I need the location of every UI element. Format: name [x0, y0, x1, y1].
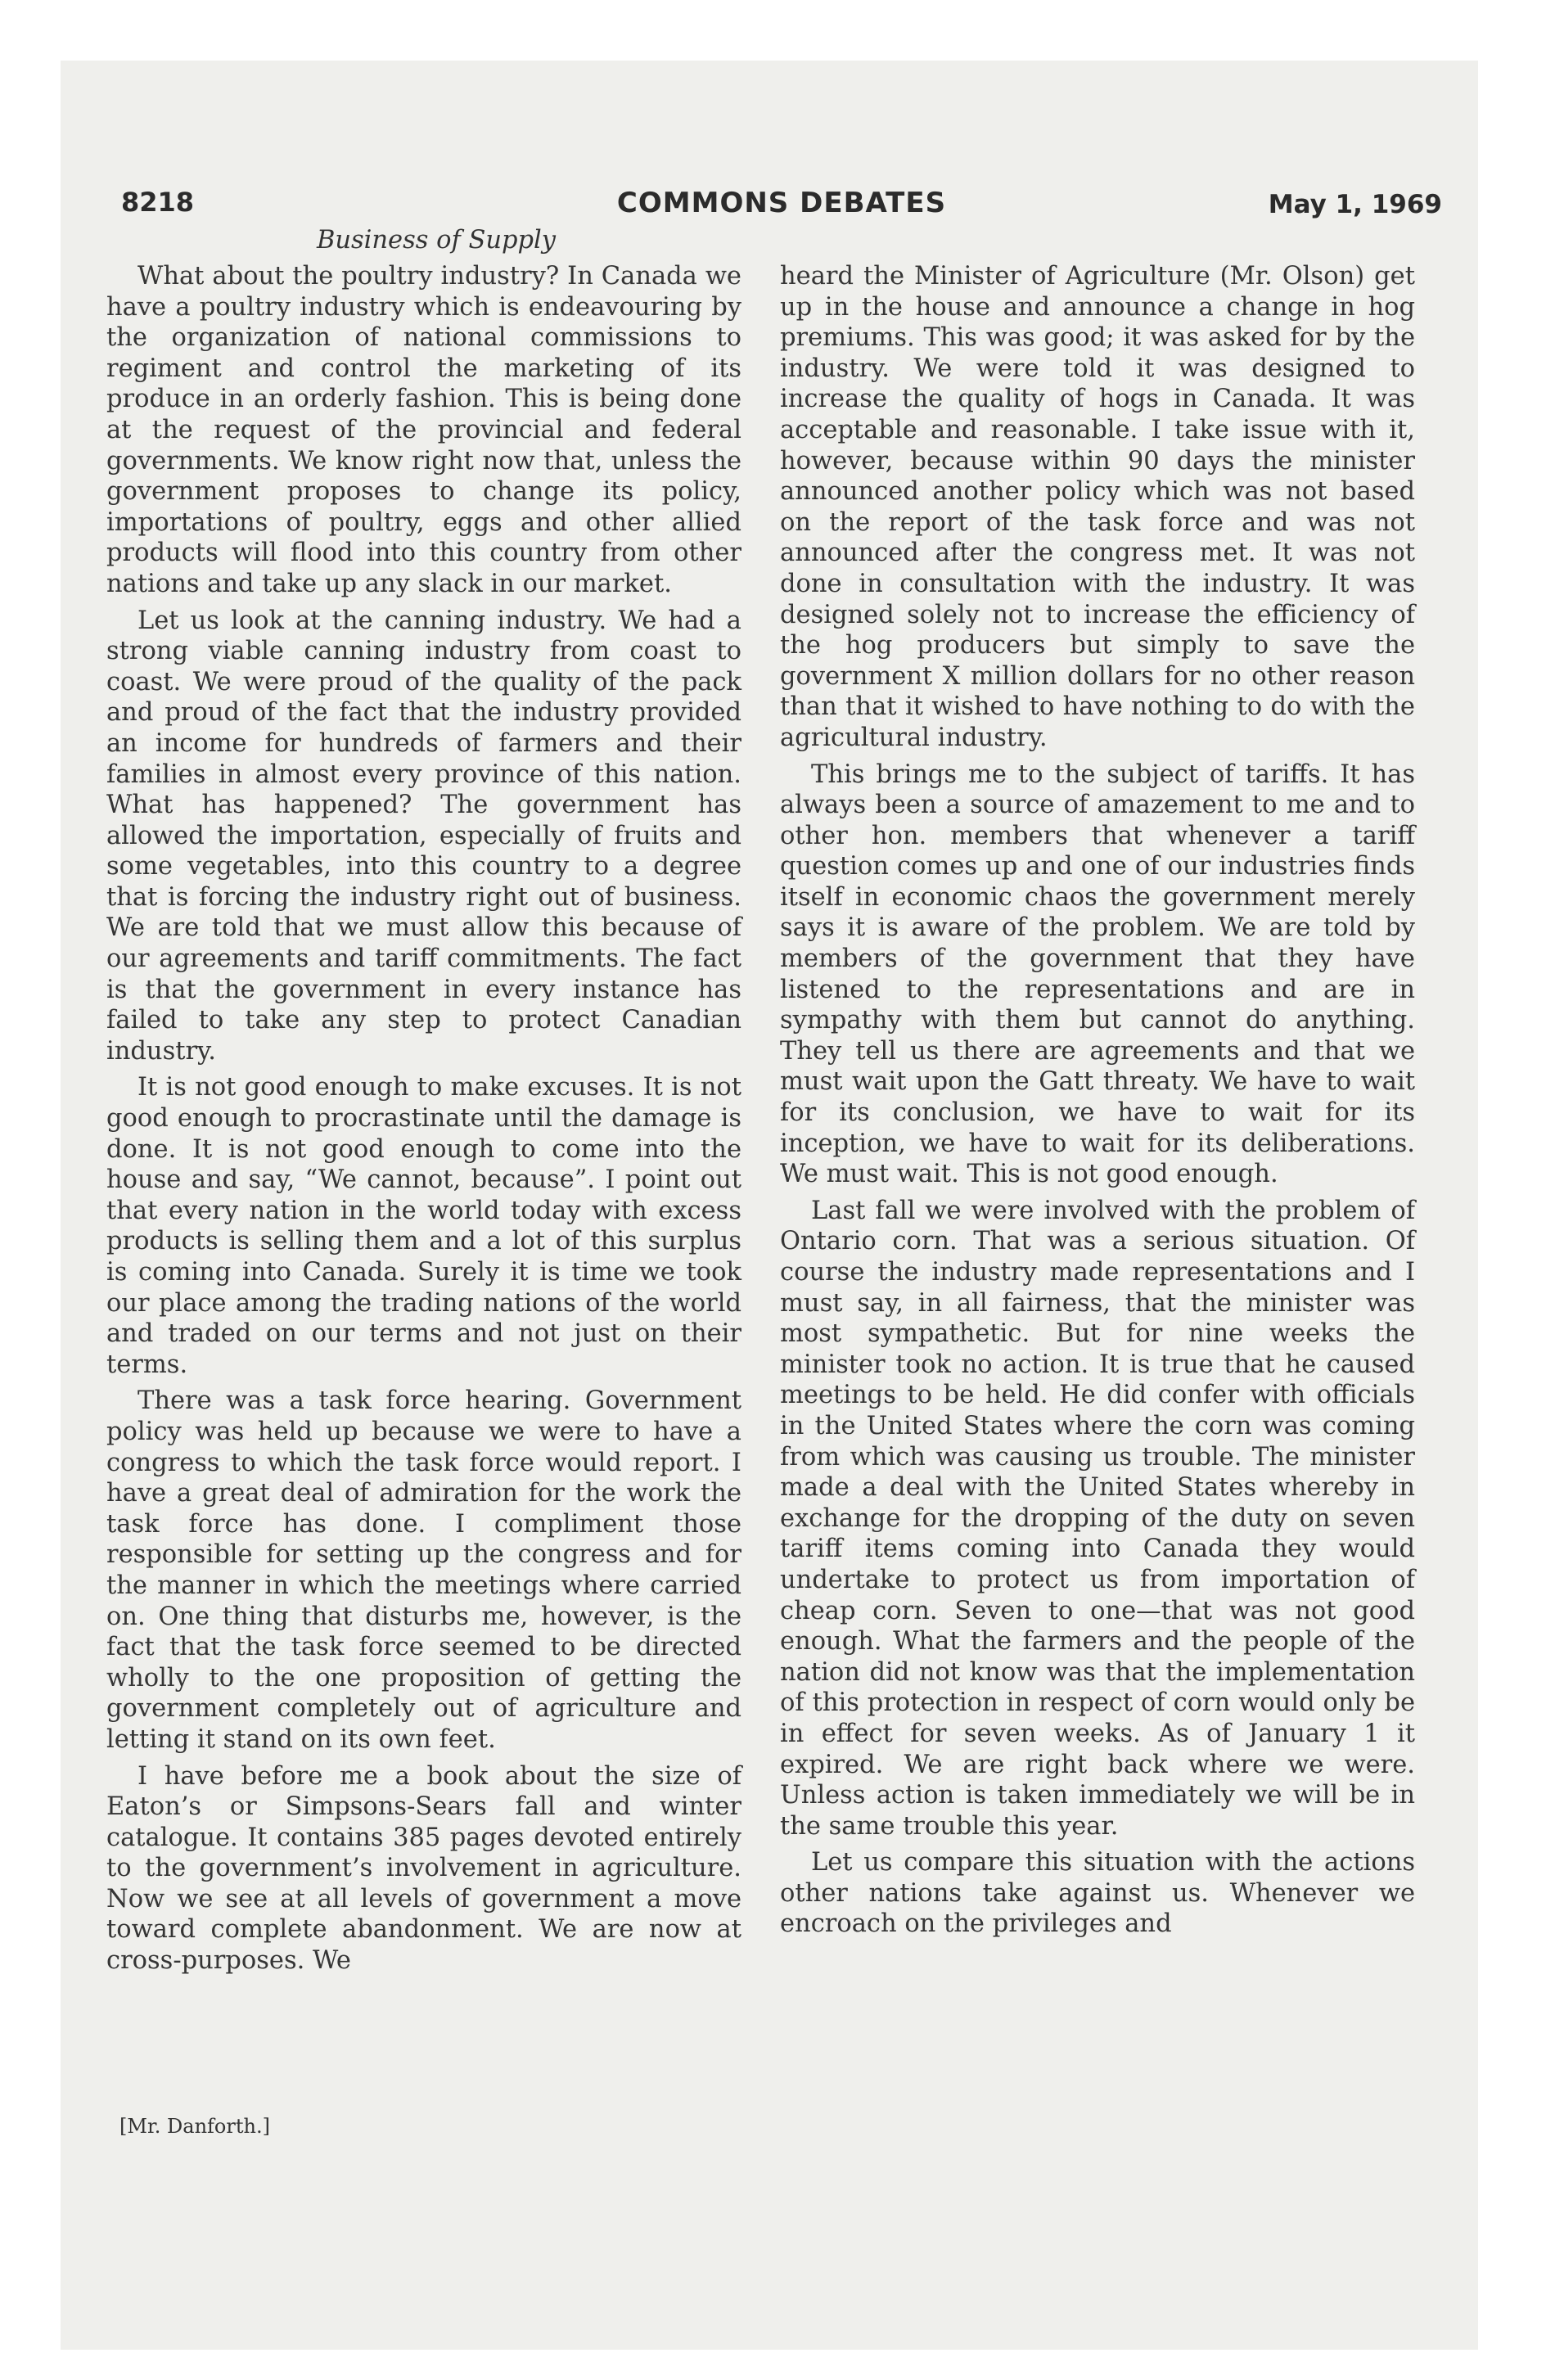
paragraph: It is not good enough to make excuses. It is not good enough to procrastinate until the damage is done. It is not good enough to come into the house and say, “We cannot, because”. I point out that every nation in the world today with excess products is selling them and a lot of this surplus is coming into Canada. Surely it is time we took our place among the trading nations of the world and traded on our terms and not just on their terms. — [106, 1073, 741, 1379]
paragraph: Let us compare this situation with the actions other nations take against us. Whenever we encroach on the privileges and — [780, 1848, 1415, 1939]
right-column — [780, 261, 1415, 1945]
paragraph: I have before me a book about the size of Eaton’s or Simpsons-Sears fall and winter catalogue. It contains 385 pages devoted entirely to the government’s involvement in agriculture. Now we see at all levels of government a move toward complete abandonment. We are now at cross-purposes. We — [106, 1761, 741, 1976]
paragraph: There was a task force hearing. Government policy was held up because we were to have a congress to which the task force would report. I have a great deal of admiration for the work the task force has done. I compliment those responsible for setting up the congress and for the manner in which the meetings where carried on. One thing that disturbs me, however, is the fact that the task force seemed to be directed wholly to the one proposition of getting the government completely out of agriculture and letting it stand on its own feet. — [106, 1386, 741, 1754]
page-date: May 1, 1969 — [1268, 190, 1442, 219]
paragraph: This brings me to the subject of tariffs. It has always been a source of amazement to me and to other hon. members that whenever a tariff question comes up and one of our industries finds itself in economic chaos the government merely says it is aware of the problem. We are told by members of the government that they have listened to the representations and are in sympathy with them but cannot do anything. They tell us there are agreements and that we must wait upon the Gatt threaty. We have to wait for its conclusion, we have to wait for its inception, we have to wait for its deliberations. We must wait. This is not good enough. — [780, 760, 1415, 1189]
paragraph: Last fall we were involved with the problem of Ontario corn. That was a serious situation. Of course the industry made representations and I must say, in all fairness, that the minister was most sympathetic. But for nine weeks the minister took no action. It is true that he caused meetings to be held. He did confer with officials in the United States where the corn was coming from which was causing us trouble. The minister made a deal with the United States whereby in exchange for the dropping of the duty on seven tariff items coming into Canada they would undertake to protect us from importation of cheap corn. Seven to one—that was not good enough. What the farmers and the people of the nation did not know was that the implementation of this protection in respect of corn would only be in effect for seven weeks. As of January 1 it expired. We are right back where we were. Unless action is taken immediately we will be in the same trouble this year. — [780, 1196, 1415, 1841]
paragraph: Let us look at the canning industry. We had a strong viable canning industry from coast to coast. We were proud of the quality of the pack and proud of the fact that the industry provided an income for hundreds of farmers and their families in almost every province of this nation. What has happened? The government has allowed the importation, especially of fruits and some vegetables, into this country to a degree that is forcing the industry right out of business. We are told that we must allow this because of our agreements and tariff commitments. The fact is that the government in every instance has failed to take any step to protect Canadian industry. — [106, 606, 741, 1066]
speaker-footer: [Mr. Danforth.] — [119, 2115, 270, 2138]
paragraph-continued: heard the Minister of Agriculture (Mr. Olson) get up in the house and announce a change in hog premiums. This was good; it was asked for by the industry. We were told it was designed to increase the quality of hogs in Canada. It was acceptable and reasonable. I take issue with it, however, because within 90 days the minister announced another policy which was not based on the report of the task force and was not announced after the congress met. It was not done in consultation with the industry. It was designed solely not to increase the efficiency of the hog producers but simply to save the government X million dollars for no other reason than that it wished to have nothing to do with the agricultural industry. — [780, 262, 1415, 752]
left-column — [106, 261, 741, 1982]
page-number: 8218 — [121, 187, 195, 218]
page-header — [121, 187, 1442, 228]
section-title: Business of Supply — [316, 226, 557, 255]
paragraph: What about the poultry industry? In Canada we have a poultry industry which is endeavouring by the organization of national commissions to regiment and control the marketing of its produce in an orderly fashion. This is being done at the request of the provincial and federal governments. We know right now that, unless the government proposes to change its policy, importations of poultry, eggs and other allied products will flood into this country from other nations and take up any slack in our market. — [106, 262, 741, 598]
journal-title: COMMONS DEBATES — [616, 187, 947, 219]
